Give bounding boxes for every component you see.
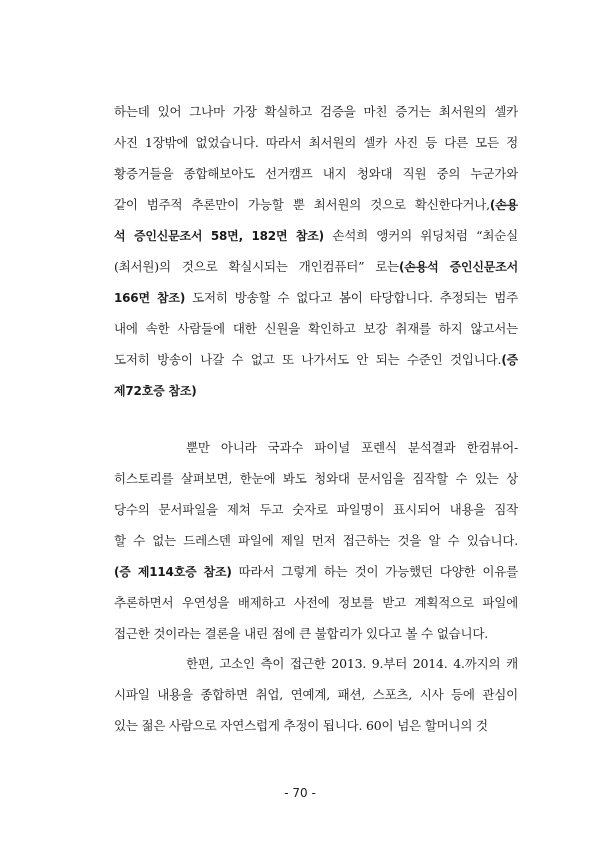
text-line — [114, 344, 518, 375]
citation-text: (증 제114호증 참조) — [114, 565, 232, 579]
paragraph-2 — [114, 432, 518, 649]
text-line — [114, 494, 518, 525]
body-text: 따라서 그렇게 하는 것이 가능했던 다양한 이유를 — [231, 564, 518, 579]
text-line — [114, 556, 518, 587]
citation-text: (손용석 증인신문조서 — [399, 260, 518, 274]
text-line — [114, 251, 518, 282]
body-text: 접근한 것이라는 결론을 내린 점에 큰 불합리가 있다고 볼 수 없습니다. — [114, 626, 489, 641]
text-line — [114, 127, 518, 158]
citation-text: 166면 참조) — [114, 291, 186, 305]
text-line — [114, 313, 518, 344]
body-text: 도저히 방송할 수 없다고 봄이 타당합니다. 추정되는 범주 — [185, 290, 518, 305]
body-text: 사진 1장밖에 없었습니다. 따라서 최서원의 셀카 사진 등 다른 모든 정 — [114, 135, 518, 150]
text-line — [114, 525, 518, 556]
body-text: 같이 범주적 추론만이 가능할 뿐 최서원의 것으로 확신한다거나, — [114, 197, 490, 212]
body-text: 황증거들을 종합해보아도 선거캠프 내지 청와대 직원 중의 누군가와 — [114, 166, 518, 181]
body-text: 내에 속한 사람들에 대한 신원을 확인하고 보강 취재를 하지 않고서는 — [114, 321, 518, 336]
body-text: 하는데 있어 그나마 가장 확실하고 검증을 마친 증거는 최서원의 셀카 — [114, 104, 518, 119]
text-line — [114, 375, 518, 406]
text-line — [114, 710, 518, 741]
text-line — [114, 158, 518, 189]
text-line — [114, 679, 518, 710]
body-text: 손석희 앵커의 위딩처럼 “최순실 — [323, 228, 518, 243]
citation-text: 석 증인신문조서 58면, 182면 참조) — [114, 229, 324, 243]
paragraph-3 — [114, 648, 518, 741]
body-text: 히스토리를 살펴보면, 한눈에 봐도 청와대 문서임을 짐작할 수 있는 상 — [114, 471, 518, 486]
text-line — [114, 432, 518, 463]
text-line — [114, 220, 518, 251]
body-text: (최서원)의 것으로 확실시되는 개인컴퓨터” 로는 — [114, 259, 400, 274]
body-text: 도저히 방송이 나갈 수 없고 또 나가서도 안 되는 수준인 것입니다. — [114, 352, 502, 367]
body-text: 당수의 문서파일을 제쳐 두고 숫자로 파일명이 표시되어 내용을 짐작 — [114, 502, 518, 517]
text-line — [114, 96, 518, 127]
text-line — [114, 189, 518, 220]
body-text: 할 수 없는 드레스덴 파일에 제일 먼저 접근하는 것을 알 수 있습니다. — [114, 533, 518, 548]
text-line — [114, 282, 518, 313]
citation-text: 제72호증 참조) — [114, 384, 197, 398]
body-text: 있는 젊은 사람으로 자연스럽게 추정이 됩니다. 60이 넘은 할머니의 것 — [114, 718, 488, 733]
citation-text: (손용 — [489, 198, 518, 212]
body-text: 추론하면서 우연성을 배제하고 사전에 정보를 받고 계획적으로 파일에 — [114, 595, 518, 610]
text-line — [114, 618, 518, 649]
page-number: - 70 - — [284, 786, 316, 800]
body-text: 한편, 고소인 측이 접근한 2013. 9.부터 2014. 4.까지의 캐 — [186, 656, 518, 671]
citation-text: (증 — [501, 353, 518, 367]
text-line — [114, 587, 518, 618]
text-line — [114, 648, 518, 679]
text-line — [114, 463, 518, 494]
paragraph-1 — [114, 96, 518, 406]
body-text: 시파일 내용을 종합하면 취업, 연예계, 패션, 스포츠, 시사 등에 관심이 — [114, 687, 518, 702]
body-text: 뿐만 아니라 국과수 파이널 포렌식 분석결과 한컴뷰어- — [186, 440, 518, 455]
